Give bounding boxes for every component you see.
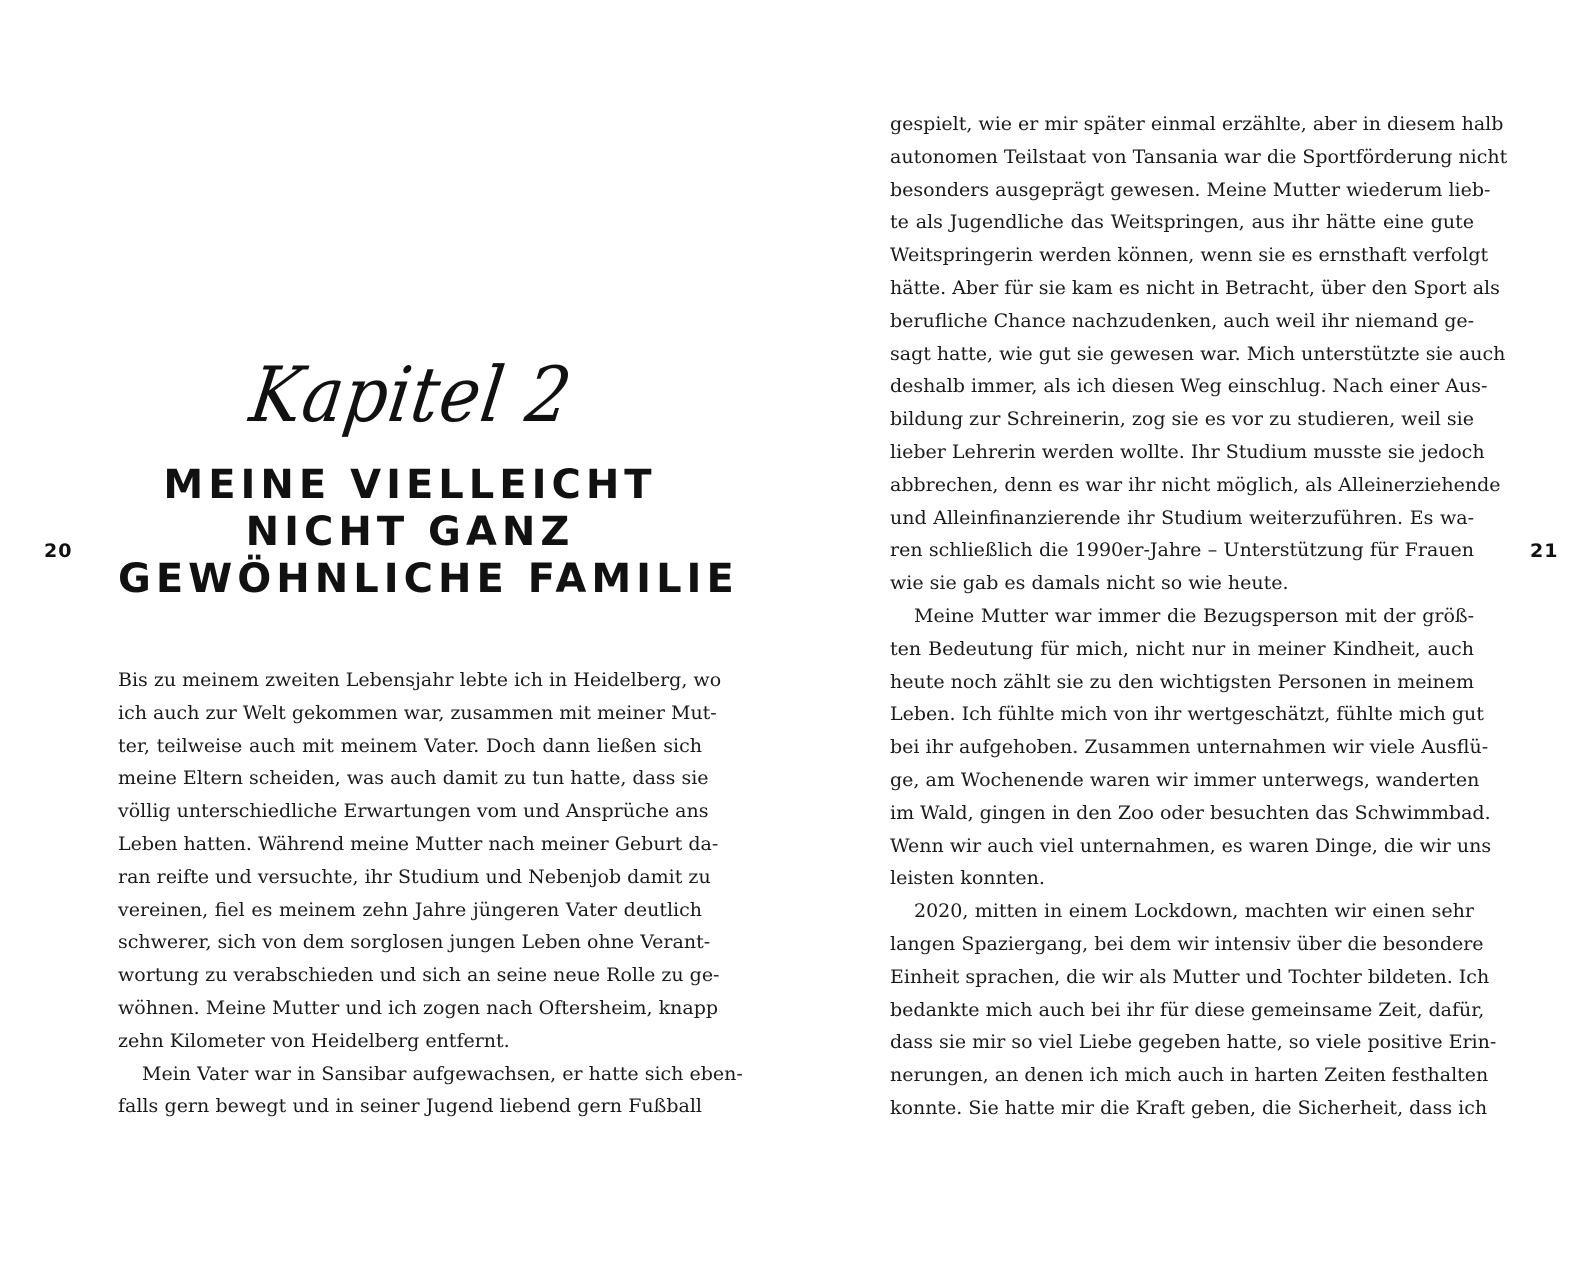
text-line: gespielt, wie er mir später einmal erzählte, aber in diesem halb <box>890 113 1504 135</box>
chapter-title <box>118 462 739 603</box>
text-line: ren schließlich die 1990er-Jahre – Unterstützung für Frauen <box>890 539 1474 562</box>
text-line: langen Spaziergang, bei dem wir intensiv über die besondere <box>890 932 1484 955</box>
text-line: Einheit sprachen, die wir als Mutter und Tochter bildeten. Ich <box>890 965 1490 988</box>
page-number-right: 21 <box>1530 540 1559 562</box>
text-line: besonders ausgeprägt gewesen. Meine Mutter wiederum lieb- <box>890 178 1491 201</box>
text-line: vereinen, fiel es meinem zehn Jahre jüngeren Vater deutlich <box>118 898 702 921</box>
chapter-title-line: MEINE VIELLEICHT <box>163 462 657 508</box>
body-text-right <box>890 108 1508 1125</box>
text-line: berufliche Chance nachzudenken, auch weil ihr niemand ge- <box>890 309 1475 332</box>
chapter-label: Kapitel 2 <box>245 351 578 440</box>
text-line: zehn Kilometer von Heidelberg entfernt. <box>118 1029 510 1052</box>
text-line: wortung zu verabschieden und sich an seine neue Rolle zu ge- <box>118 964 720 987</box>
chapter-title-line: GEWÖHNLICHE FAMILIE <box>118 556 739 602</box>
text-line: Leben. Ich fühlte mich von ihr wertgeschätzt, fühlte mich gut <box>890 703 1484 726</box>
text-line: deshalb immer, als ich diesen Weg einschlug. Nach einer Aus- <box>890 375 1488 398</box>
chapter-heading <box>118 351 739 603</box>
text-line: 2020, mitten in einem Lockdown, machten wir einen sehr <box>914 900 1474 923</box>
text-line: falls gern bewegt und in seiner Jugend liebend gern Fußball <box>118 1095 702 1118</box>
text-line: ten Bedeutung für mich, nicht nur in meiner Kindheit, auch <box>890 637 1474 660</box>
text-line: ran reifte und versuchte, ihr Studium und Nebenjob damit zu <box>118 865 711 888</box>
text-line: Wenn wir auch viel unternahmen, es waren Dinge, die wir uns <box>890 834 1492 857</box>
text-line: Bis zu meinem zweiten Lebensjahr lebte ich in Heidelberg, wo <box>118 669 722 691</box>
text-line: bedankte mich auch bei ihr für diese gemeinsame Zeit, dafür, <box>890 998 1485 1021</box>
text-line: autonomen Teilstaat von Tansania war die Sportförderung nicht <box>890 145 1508 168</box>
text-line: Mein Vater war in Sansibar aufgewachsen, er hatte sich eben- <box>142 1062 743 1085</box>
text-line: bei ihr aufgehoben. Zusammen unternahmen wir viele Ausflü- <box>890 736 1489 759</box>
text-line: nerungen, an denen ich mich auch in harten Zeiten festhalten <box>890 1064 1489 1087</box>
text-line: meine Eltern scheiden, was auch damit zu tun hatte, dass sie <box>118 767 709 790</box>
text-line: ich auch zur Welt gekommen war, zusammen mit meiner Mut- <box>118 701 717 724</box>
text-line: abbrechen, denn es war ihr nicht möglich, als Alleinerziehende <box>890 473 1501 496</box>
text-line: Weitspringerin werden können, wenn sie es ernsthaft verfolgt <box>890 244 1489 267</box>
page-number-left: 20 <box>44 540 73 562</box>
text-line: dass sie mir so viel Liebe gegeben hatte, so viele positive Erin- <box>890 1031 1497 1054</box>
text-line: Meine Mutter war immer die Bezugsperson mit der größ- <box>914 604 1474 627</box>
text-line: konnte. Sie hatte mir die Kraft geben, die Sicherheit, dass ich <box>890 1096 1488 1119</box>
text-line: völlig unterschiedliche Erwartungen vom und Ansprüche ans <box>118 800 709 823</box>
text-line: lieber Lehrerin werden wollte. Ihr Studium musste sie jedoch <box>890 440 1485 463</box>
text-line: ge, am Wochenende waren wir immer unterwegs, wanderten <box>890 768 1480 791</box>
body-text-left <box>118 664 743 1123</box>
text-line: sagt hatte, wie gut sie gewesen war. Mich unterstützte sie auch <box>890 342 1506 365</box>
text-line: schwerer, sich von dem sorglosen jungen Leben ohne Verant- <box>118 931 711 954</box>
text-line: ter, teilweise auch mit meinem Vater. Doch dann ließen sich <box>118 734 702 757</box>
text-line: Leben hatten. Während meine Mutter nach meiner Geburt da- <box>118 832 719 855</box>
text-line: wie sie gab es damals nicht so wie heute. <box>890 572 1289 595</box>
text-line: wöhnen. Meine Mutter und ich zogen nach Oftersheim, knapp <box>118 996 719 1019</box>
text-line: hätte. Aber für sie kam es nicht in Betracht, über den Sport als <box>890 276 1500 299</box>
text-line: te als Jugendliche das Weitspringen, aus ihr hätte eine gute <box>890 211 1474 234</box>
text-line: im Wald, gingen in den Zoo oder besuchten das Schwimmbad. <box>890 801 1491 824</box>
text-line: und Alleinfinanzierende ihr Studium weiterzuführen. Es wa- <box>890 506 1474 529</box>
text-line: bildung zur Schreinerin, zog sie es vor zu studieren, weil sie <box>890 408 1474 431</box>
chapter-title-line: NICHT GANZ <box>245 509 575 555</box>
text-line: heute noch zählt sie zu den wichtigsten Personen in meinem <box>890 670 1475 693</box>
text-line: leisten konnten. <box>890 867 1045 890</box>
